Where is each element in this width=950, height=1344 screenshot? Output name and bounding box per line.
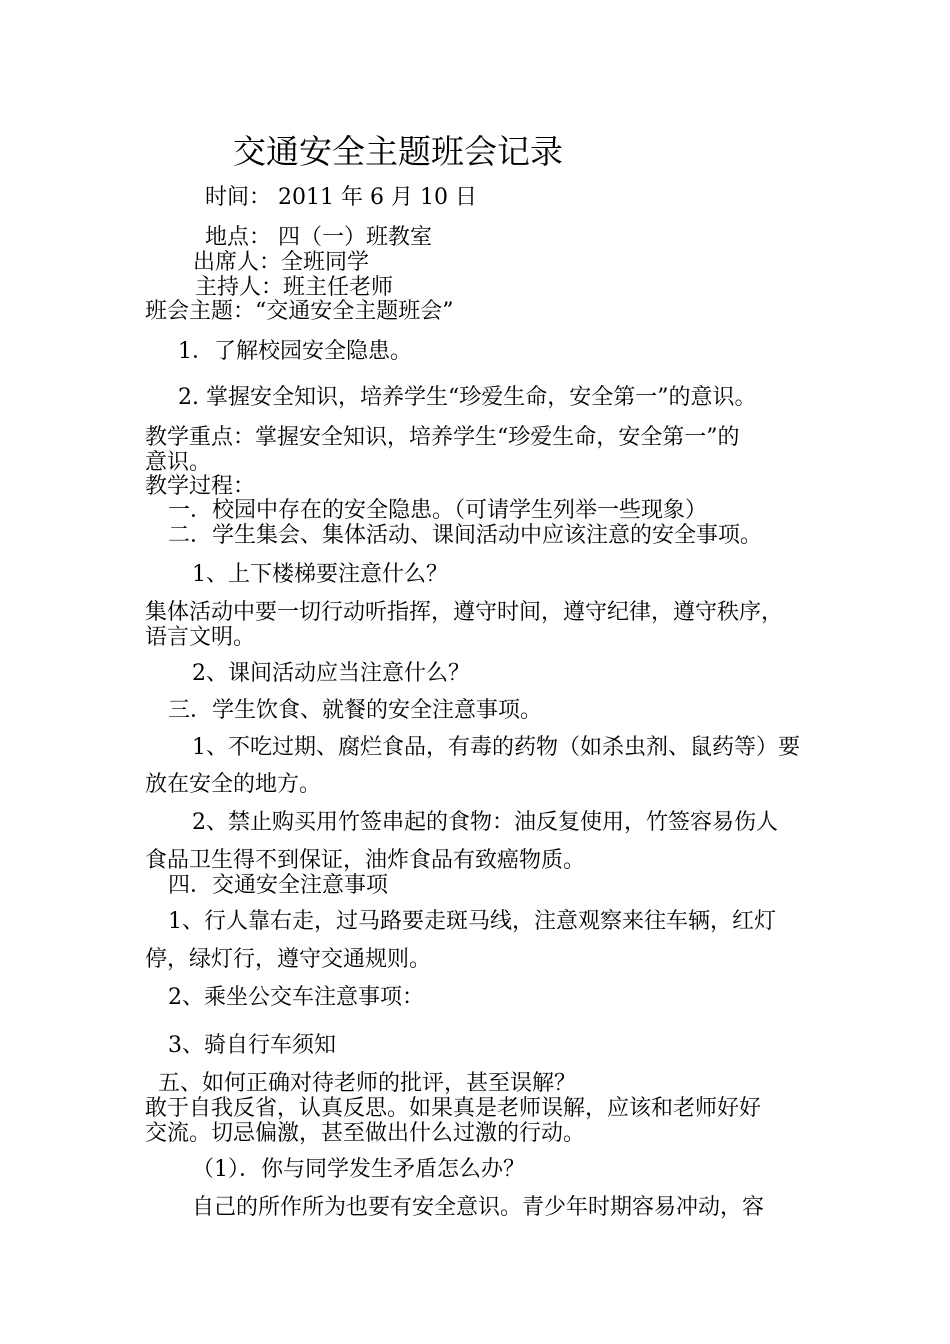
attendees-line: 出席人：全班同学 — [193, 250, 370, 275]
section-3-item-2b: 食品卫生得不到保证，油炸食品有致癌物质。 — [145, 848, 586, 873]
section-4-item-1a: 1、行人靠右走，过马路要走斑马线，注意观察来往车辆，红灯 — [168, 909, 776, 934]
section-2-heading: 二．学生集会、集体活动、课间活动中应该注意的安全事项。 — [168, 523, 763, 548]
section-3-item-1b: 放在安全的地方。 — [145, 772, 322, 797]
section-4-item-2: 2、乘坐公交车注意事项： — [168, 985, 424, 1010]
section-5-sub-text: 自己的所作所为也要有安全意识。青少年时期容易冲动，容 — [192, 1195, 765, 1220]
section-5-text-a: 敢于自我反省，认真反思。如果真是老师误解，应该和老师好好 — [145, 1096, 762, 1121]
section-2-text-1b: 语言文明。 — [145, 625, 256, 650]
section-2-item-2: 2、课间活动应当注意什么？ — [192, 661, 470, 686]
theme-line: 班会主题：“交通安全主题班会” — [145, 299, 454, 324]
section-5-heading: 五、如何正确对待老师的批评，甚至误解？ — [158, 1071, 577, 1096]
place-line: 地点： 四（一）班教室 — [205, 225, 432, 250]
focus-line-2: 意识。 — [145, 450, 212, 475]
focus-line-1: 教学重点：掌握安全知识，培养学生“珍爱生命，安全第一”的 — [145, 425, 740, 450]
section-4-item-1b: 停，绿灯行，遵守交通规则。 — [145, 947, 432, 972]
section-4-heading: 四．交通安全注意事项 — [168, 873, 389, 898]
document-title: 交通安全主题班会记录 — [233, 132, 563, 171]
section-2-text-1a: 集体活动中要一切行动听指挥，遵守时间，遵守纪律，遵守秩序， — [145, 600, 784, 625]
section-3-heading: 三．学生饮食、就餐的安全注意事项。 — [168, 698, 543, 723]
section-4-item-3: 3、骑自行车须知 — [168, 1033, 336, 1058]
section-3-item-2a: 2、禁止购买用竹签串起的食物：油反复使用，竹签容易伤人 — [192, 810, 778, 835]
section-2-item-1: 1、上下楼梯要注意什么？ — [192, 562, 448, 587]
section-5-text-b: 交流。切忌偏激，甚至做出什么过激的行动。 — [145, 1121, 586, 1146]
section-3-item-1a: 1、不吃过期、腐烂食品，有毒的药物（如杀虫剂、鼠药等）要 — [192, 735, 800, 760]
time-line: 时间： 2011 年 6 月 10 日 — [205, 185, 477, 210]
goal-item-2: 2. 掌握安全知识，培养学生“珍爱生命，安全第一”的意识。 — [178, 385, 757, 410]
section-5-sub-1: （1）．你与同学发生矛盾怎么办？ — [192, 1157, 525, 1182]
host-line: 主持人：班主任老师 — [195, 275, 394, 300]
goal-item-1: 1．了解校园安全隐患。 — [178, 339, 412, 364]
process-label: 教学过程： — [145, 474, 256, 499]
section-1-heading: 一．校园中存在的安全隐患。（可请学生列举一些现象） — [168, 498, 708, 523]
